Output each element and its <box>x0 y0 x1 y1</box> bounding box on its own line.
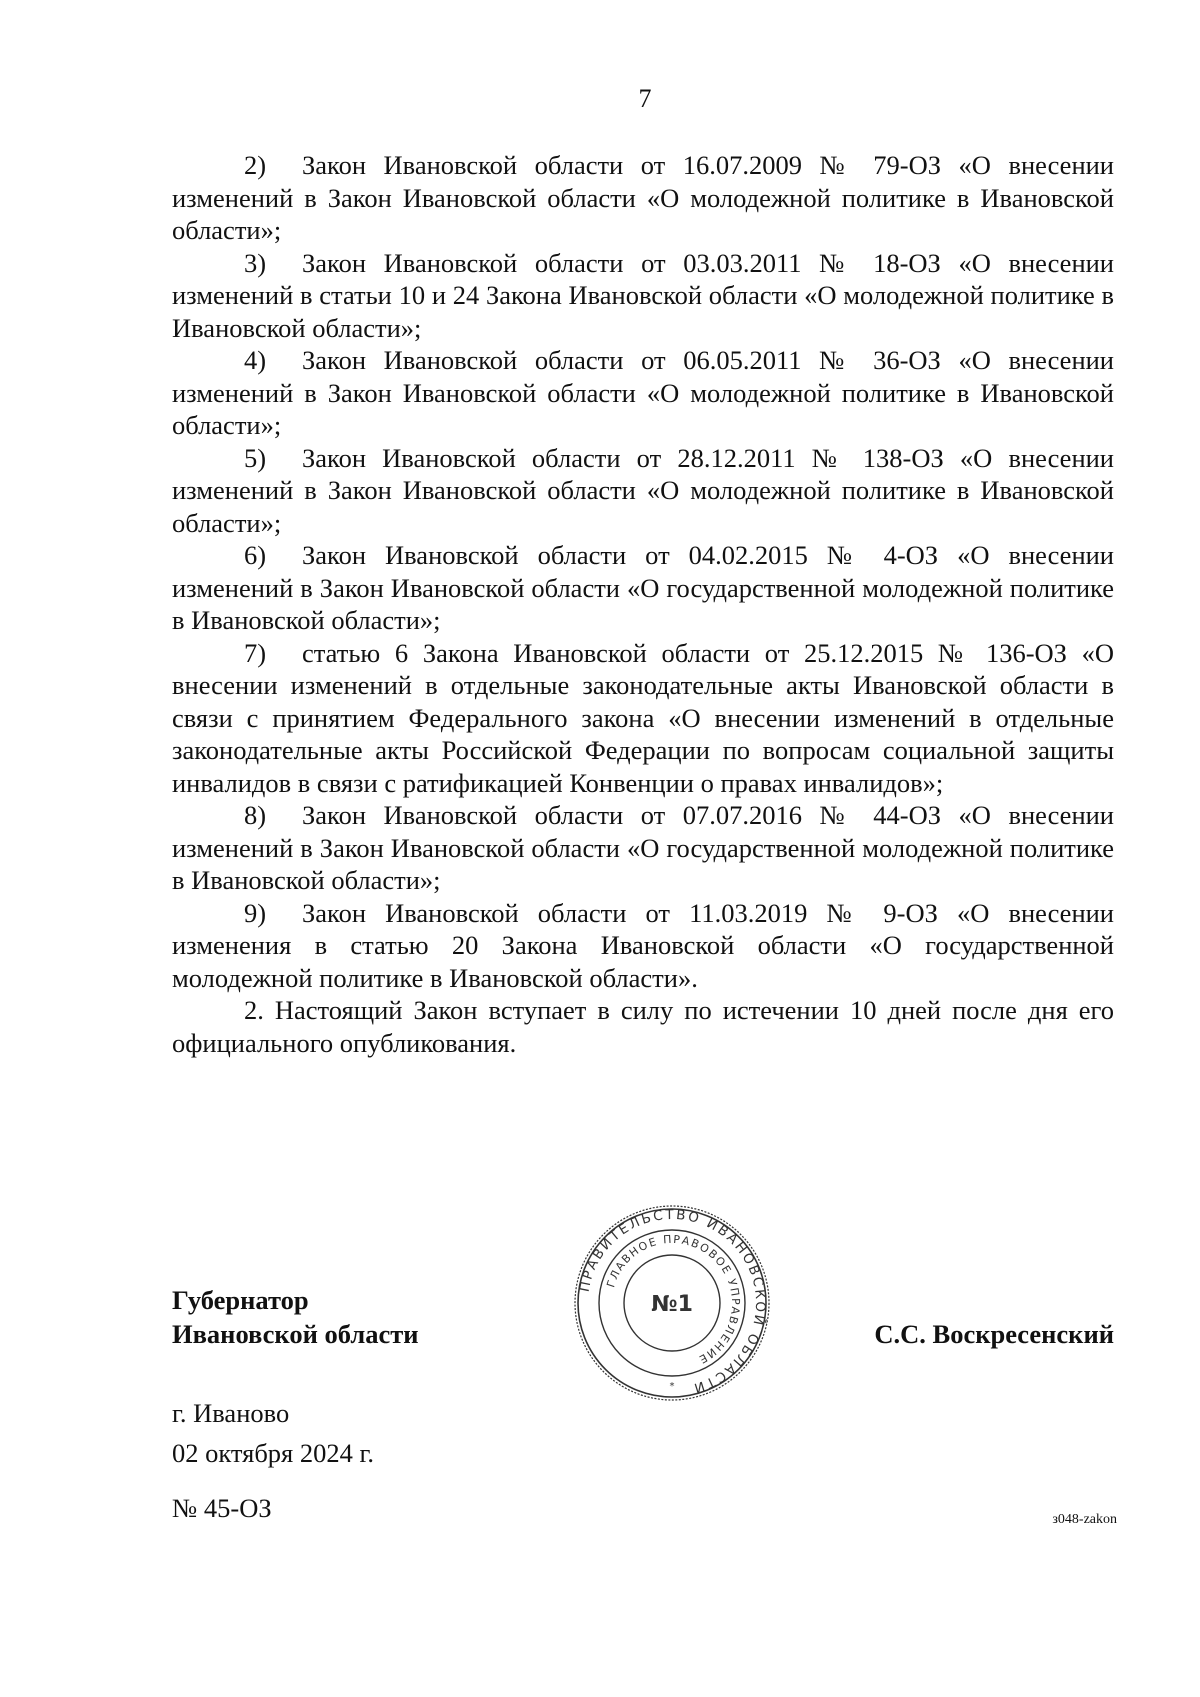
item-text: Закон Ивановской области от 04.02.2015 № 4-ОЗ «О внесении изменений в Закон Ивановской области «О государственной молодежной политике в Ивановской области»; <box>172 540 1114 635</box>
official-seal-stamp <box>572 1203 772 1403</box>
seal-center-number: №1 <box>651 1292 693 1317</box>
signatory-title <box>172 1283 419 1351</box>
item-text: Закон Ивановской области от 06.05.2011 № 36-ОЗ «О внесении изменений в Закон Ивановской области «О молодежной политике в Ивановской области»; <box>172 345 1114 440</box>
item-number: 5) <box>244 442 267 473</box>
file-code: з048-zakon <box>1052 1512 1117 1527</box>
list-item <box>172 539 1114 637</box>
seal-outer-text: ПРАВИТЕЛЬСТВО ИВАНОВСКОЙ ОБЛАСТИ <box>576 1206 769 1397</box>
list-item <box>172 637 1114 800</box>
page-number: 7 <box>638 84 652 113</box>
item-number: 4) <box>244 345 267 375</box>
item-text: статью 6 Закона Ивановской области от 25.12.2015 № 136-ОЗ «О внесении изменений в отдельные законодательные акты Ивановской области в связи с принятием Федерального закона «О внесении изменений в отдельные законодательные акты Российской Федерации по вопросам социальной защиты инвалидов в связи с ратификацией Конвенции о правах инвалидов»; <box>172 637 1114 798</box>
list-item <box>172 442 1114 540</box>
item-text: Закон Ивановской области от 07.07.2016 № 44-ОЗ «О внесении изменений в Закон Ивановской области «О государственной молодежной политике в Ивановской области»; <box>172 800 1114 895</box>
city: г. Иваново <box>172 1398 290 1428</box>
item-text: Закон Ивановской области от 11.03.2019 № 9-ОЗ «О внесении изменения в статью 20 Закона Ивановской области «О государственной молодежной политике в Ивановской области». <box>172 897 1114 993</box>
item-number: 8) <box>244 800 267 830</box>
law-number: № 45-ОЗ <box>172 1493 272 1523</box>
item-text: Закон Ивановской области от 03.03.2011 № 18-ОЗ «О внесении изменений в статьи 10 и 24 Закона Ивановской области «О молодежной политике в Ивановской области»; <box>172 247 1114 343</box>
item-number: 3) <box>244 247 267 278</box>
item-text: Закон Ивановской области от 28.12.2011 № 138-ОЗ «О внесении изменений в Закон Ивановской области «О молодежной политике в Ивановской области»; <box>172 442 1114 538</box>
list-item <box>172 344 1114 442</box>
seal-inner-text: ГЛАВНОЕ ПРАВОВОЕ УПРАВЛЕНИЕ <box>604 1232 743 1367</box>
seal-star-icon: * <box>669 1381 675 1392</box>
signatory-title-line2: Ивановской области <box>172 1319 419 1349</box>
signing-date: 02 октября 2024 г. <box>172 1438 374 1468</box>
closing-paragraph: 2. Настоящий Закон вступает в силу по истечении 10 дней после дня его официального опубликования. <box>172 995 1114 1058</box>
item-number: 9) <box>244 897 267 928</box>
signatory-name: С.С. Воскресенский <box>874 1319 1114 1349</box>
list-item <box>172 799 1114 897</box>
item-number: 6) <box>244 540 267 570</box>
list-item <box>172 897 1114 995</box>
list-item <box>172 149 1114 247</box>
item-number: 7) <box>244 637 267 668</box>
signatory-title-line1: Губернатор <box>172 1285 309 1315</box>
item-text: Закон Ивановской области от 16.07.2009 № 79-ОЗ «О внесении изменений в Закон Ивановской области «О молодежной политике в Ивановской области»; <box>172 150 1114 245</box>
document-body <box>172 149 1114 1059</box>
list-item <box>172 247 1114 345</box>
item-number: 2) <box>244 150 267 180</box>
place-and-date <box>172 1393 374 1473</box>
